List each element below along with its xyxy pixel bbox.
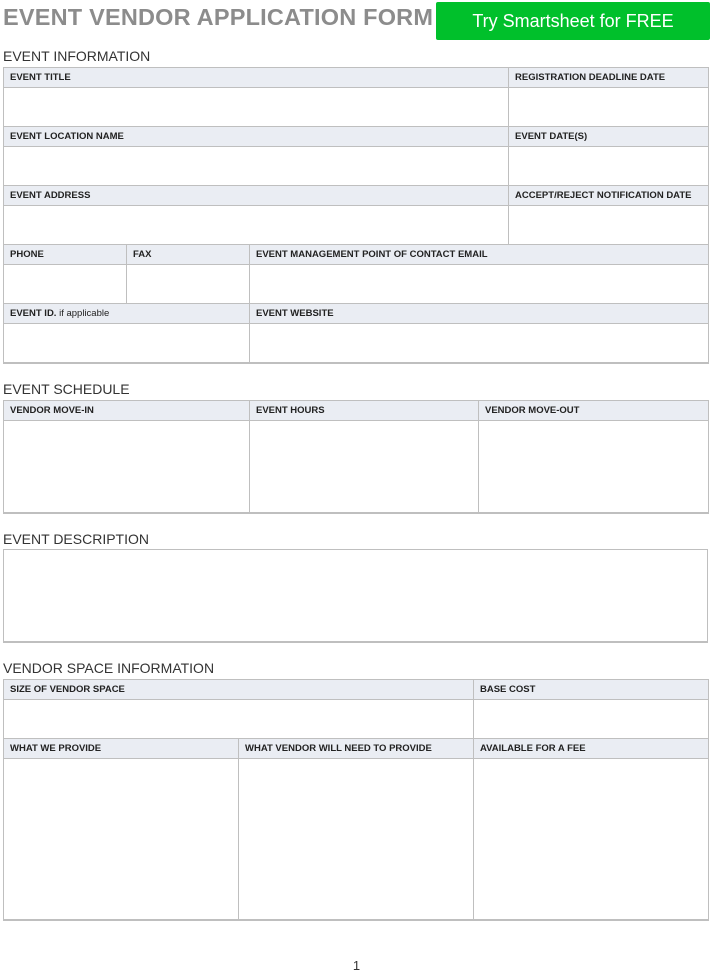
phone-field[interactable]	[4, 265, 127, 304]
contact-email-label: EVENT MANAGEMENT POINT OF CONTACT EMAIL	[250, 245, 709, 265]
event-id-label	[4, 304, 250, 324]
vendor-space-heading: VENDOR SPACE INFORMATION	[3, 660, 215, 676]
what-vendor-will-need-label: WHAT VENDOR WILL NEED TO PROVIDE	[239, 739, 474, 759]
event-information-heading: EVENT INFORMATION	[3, 48, 151, 64]
event-website-field[interactable]	[250, 324, 709, 364]
registration-deadline-field[interactable]	[509, 88, 709, 127]
event-address-label: EVENT ADDRESS	[4, 186, 509, 206]
accept-reject-notification-label: ACCEPT/REJECT NOTIFICATION DATE	[509, 186, 709, 206]
size-of-vendor-space-field[interactable]	[4, 700, 474, 739]
available-for-fee-field[interactable]	[474, 759, 709, 921]
fax-label: FAX	[127, 245, 250, 265]
event-title-field[interactable]	[4, 88, 509, 127]
event-id-label-text: EVENT ID.	[10, 308, 57, 319]
event-description-table	[3, 549, 708, 643]
what-we-provide-field[interactable]	[4, 759, 239, 921]
vendor-move-in-field[interactable]	[4, 421, 250, 514]
event-description-heading: EVENT DESCRIPTION	[3, 531, 149, 547]
what-vendor-will-need-field[interactable]	[239, 759, 474, 921]
event-website-label: EVENT WEBSITE	[250, 304, 709, 324]
event-location-name-label: EVENT LOCATION NAME	[4, 127, 509, 147]
fax-field[interactable]	[127, 265, 250, 304]
event-hours-label: EVENT HOURS	[250, 401, 479, 421]
base-cost-label: BASE COST	[474, 680, 709, 700]
event-schedule-heading: EVENT SCHEDULE	[3, 381, 130, 397]
event-id-note: if applicable	[56, 308, 110, 319]
registration-deadline-label: REGISTRATION DEADLINE DATE	[509, 68, 709, 88]
event-hours-field[interactable]	[250, 421, 479, 514]
event-schedule-table	[3, 400, 709, 514]
page-title: EVENT VENDOR APPLICATION FORM	[3, 4, 434, 30]
size-of-vendor-space-label: SIZE OF VENDOR SPACE	[4, 680, 474, 700]
event-information-table	[3, 67, 709, 364]
vendor-move-in-label: VENDOR MOVE-IN	[4, 401, 250, 421]
available-for-fee-label: AVAILABLE FOR A FEE	[474, 739, 709, 759]
try-smartsheet-button[interactable]: Try Smartsheet for FREE	[436, 2, 710, 40]
accept-reject-notification-field[interactable]	[509, 206, 709, 245]
vendor-move-out-field[interactable]	[479, 421, 709, 514]
page-number: 1	[352, 958, 361, 973]
event-location-name-field[interactable]	[4, 147, 509, 186]
phone-label: PHONE	[4, 245, 127, 265]
vendor-space-table	[3, 679, 709, 921]
event-dates-field[interactable]	[509, 147, 709, 186]
contact-email-field[interactable]	[250, 265, 709, 304]
base-cost-field[interactable]	[474, 700, 709, 739]
event-address-field[interactable]	[4, 206, 509, 245]
event-title-label: EVENT TITLE	[4, 68, 509, 88]
vendor-move-out-label: VENDOR MOVE-OUT	[479, 401, 709, 421]
event-id-field[interactable]	[4, 324, 250, 364]
what-we-provide-label: WHAT WE PROVIDE	[4, 739, 239, 759]
event-dates-label: EVENT DATE(S)	[509, 127, 709, 147]
event-description-field[interactable]	[4, 550, 708, 643]
